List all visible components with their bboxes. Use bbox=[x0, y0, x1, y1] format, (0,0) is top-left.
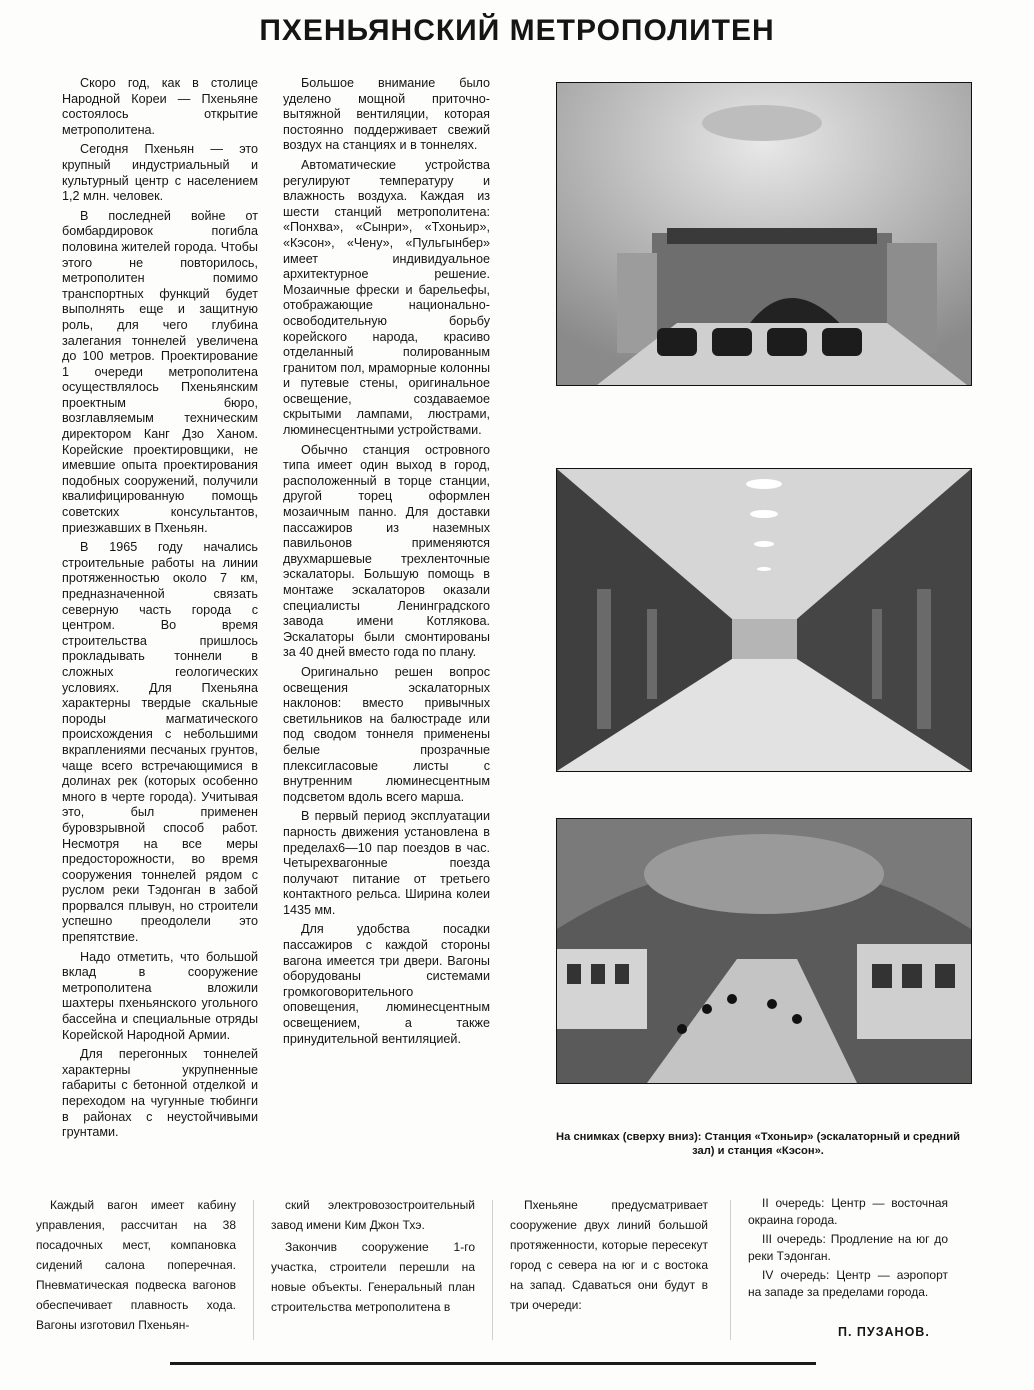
author-signature: П. ПУЗАНОВ. bbox=[838, 1325, 930, 1339]
photo-caption: На снимках (сверху вниз): Станция «Тхоньир» (эскалаторный и средний зал) и станция «Кэсон». bbox=[556, 1131, 960, 1157]
paragraph: IV очередь: Центр — аэропорт на западе за пределами города. bbox=[748, 1268, 948, 1299]
photo-middle-hall bbox=[556, 468, 972, 772]
bottom-column-3 bbox=[510, 1195, 708, 1317]
bottom-column-1 bbox=[36, 1195, 236, 1337]
column-divider bbox=[253, 1200, 254, 1340]
paragraph: В последней войне от бомбардировок погибла половина жителей города. Чтобы этого не повторилось, метрополитен помимо транспортных функций будет выполнять еще и защитную роль, для чего глубина залегания тоннелей увеличена до 100 метров. Проектирование 1 очереди метрополитена осуществлялось Пхеньянским проектным бюро, возглавляемым техническим директором Канг Дзо Ханом. Корейские проектировщики, не имевшие опыта проектирования подобных сооружений, получили квалифицированную помощь советских консультантов, приезжавших в Пхеньян. bbox=[62, 208, 258, 535]
bottom-column-2 bbox=[271, 1195, 475, 1319]
photo-station-keson bbox=[556, 818, 972, 1084]
column-divider bbox=[730, 1200, 731, 1340]
paragraph: ский электровозостроительный завод имени Ким Джон Тхэ. bbox=[271, 1198, 475, 1232]
paragraph: Скоро год, как в столице Народной Кореи — Пхеньяне состоялось открытие метрополитена. bbox=[62, 76, 258, 137]
photo-escalator-hall bbox=[556, 82, 972, 386]
paragraph: Для удобства посадки пассажиров с каждой стороны вагона имеется три двери. Вагоны оборудованы системами громкоговорительного оповещения, люминесцентным освещением, а также принудительной вентиляцией. bbox=[283, 922, 490, 1046]
bottom-rule bbox=[170, 1362, 816, 1365]
paragraph: Пхеньяне предусматривает сооружение двух линий большой протяженности, которые пересекут город с севера на юг и с востока на запад. Сдаваться они будут в три очереди: bbox=[510, 1198, 708, 1312]
paragraph: Сегодня Пхеньян — это крупный индустриальный и культурный центр с населением 1,2 млн. человек. bbox=[62, 142, 258, 204]
paragraph: Обычно станция островного типа имеет один выход в город, расположенный в торце станции, другой торец оформлен мозаичным панно. Для доставки пассажиров из наземных павильонов применяются двухмаршевые трехленточные эскалаторы. Большую помощь в монтаже эскалаторов оказали специалисты Ленинградского завода имени Котлякова. Эскалаторы были смонтированы за 40 дней вместо года по плану. bbox=[283, 442, 490, 660]
bottom-column-4 bbox=[748, 1195, 948, 1303]
paragraph: Каждый вагон имеет кабину управления, рассчитан на 38 посадочных мест, компановка сидений салона поперечная. Пневматическая подвеска вагонов обеспечивает плавность хода. Вагоны изготовил Пхеньян- bbox=[36, 1198, 236, 1332]
text-column-1 bbox=[62, 76, 258, 1145]
column-divider bbox=[492, 1200, 493, 1340]
text-column-2 bbox=[283, 76, 490, 1051]
paragraph: Оригинально решен вопрос освещения эскалаторных наклонов: вместо привычных светильников на балюстраде или под сводом тоннеля применены белые прозрачные плексигласовые листы с внутренним люминесцентным подсветом вдоль всего марша. bbox=[283, 664, 490, 804]
paragraph: II очередь: Центр — восточная окраина города. bbox=[748, 1196, 948, 1227]
paragraph: Большое внимание было уделено мощной приточно-вытяжной вентиляции, которая постоянно поддерживает свежий воздух на станциях и в тоннелях. bbox=[283, 76, 490, 153]
paragraph: Надо отметить, что большой вклад в сооружение метрополитена вложили шахтеры пхеньянского угольного бассейна и специальные отряды Корейской Народной Армии. bbox=[62, 949, 258, 1042]
paragraph: III очередь: Продление на юг до реки Тэдонган. bbox=[748, 1232, 948, 1263]
article-title: ПХЕНЬЯНСКИЙ МЕТРОПОЛИТЕН bbox=[259, 14, 775, 47]
paragraph: Автоматические устройства регулируют температуру и влажность воздуха. Каждая из шести станций метрополитена: «Понхва», «Сынри», «Тхоньир», «Кэсон», «Чену», «Пульгынбер» имеет индивидуальное архитектурное решение. Мозаичные фрески и барельефы, отображающие национально-освободительную борьбу корейского народа, красиво отделанный полированным гранитом пол, мраморные колонны и путевые стены, оригинальное освещение, создаваемое скрытыми лампами, люстрами, люминесцентными устройствами. bbox=[283, 157, 490, 438]
paragraph: В 1965 году начались строительные работы на линии протяженностью около 7 км, предназначенной связать северную часть города с центром. Во время строительства пришлось прокладывать тоннели в сложных геологических условиях. Для Пхеньяна характерны твердые скальные породы магматического происхождения с небольшими вкраплениями песчаных грунтов, чаще всего встречающимися в долинах рек (которых особенно много в черте города). Учитывая это, был применен буровзрывной способ работ. Несмотря на все меры предосторожности, во время сооружения тоннелей рядом с руслом реки Тэдонган в забой прорвался плывун, но строители успешно преодолели это препятствие. bbox=[62, 540, 258, 945]
paragraph: Для перегонных тоннелей характерны укрупненные габариты с бетонной отделкой и переходом на чугунные тюбинги в районах с неустойчивыми грунтами. bbox=[62, 1047, 258, 1140]
paragraph: Закончив сооружение 1-го участка, строители перешли на новые объекты. Генеральный план строительства метрополитена в bbox=[271, 1240, 475, 1314]
paragraph: В первый период эксплуатации парность движения установлена в пределах6—10 пар поездов в час. Четырехвагонные поезда получают питание от третьего контактного рельса. Ширина колеи 1435 мм. bbox=[283, 809, 490, 917]
